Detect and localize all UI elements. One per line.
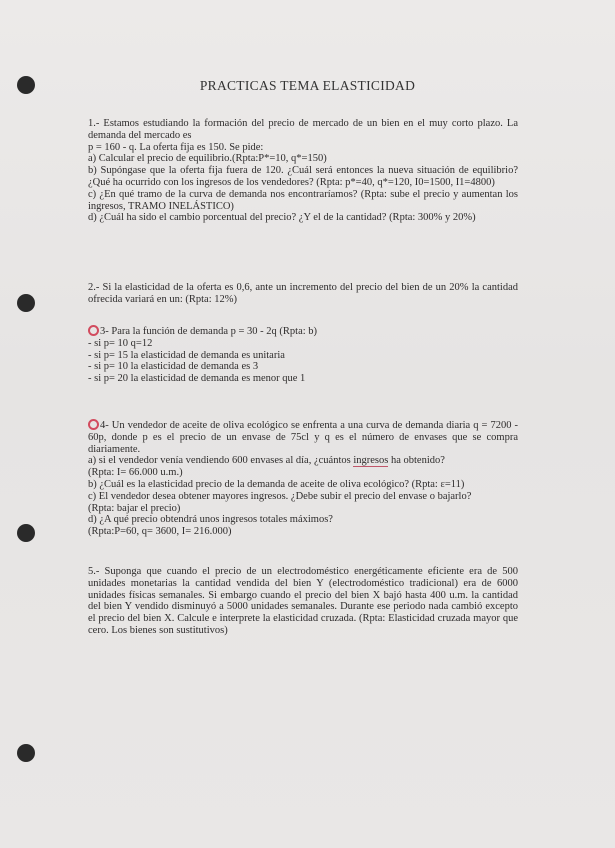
ex3-item-2: - si p= 15 la elasticidad de demanda es unitaria	[88, 349, 285, 361]
ex1-c: c) ¿En qué tramo de la curva de demanda nos encontraríamos? (Rpta: sube el precio y aumentan los ingresos, TRAMO INELÁSTICO)	[88, 188, 518, 212]
exercise-2	[88, 282, 518, 306]
ex4-d: d) ¿A qué precio obtendrá unos ingresos totales máximos?	[88, 514, 333, 526]
binder-hole-3	[17, 524, 35, 542]
ex3-heading-text: - Para la función de demanda p = 30 - 2q (Rpta: b)	[105, 326, 318, 337]
ex3-item-4: - si p= 20 la elasticidad de demanda es menor que 1	[88, 373, 306, 385]
ex1-a: a) Calcular el precio de equilibrio.(Rpta:P*=10, q*=150)	[88, 153, 327, 165]
ex3-heading	[88, 325, 518, 338]
ex2-text: 2.- Si la elasticidad de la oferta es 0,6, ante un incremento del precio del bien de un 20% la cantidad ofrecida variará en un: (Rpta: 12%)	[88, 282, 518, 305]
ex4-a-underlined-word: ingresos	[353, 455, 389, 467]
circled-number-4	[88, 419, 99, 430]
ex4-a-answer: (Rpta: I= 66.000 u.m.)	[88, 467, 183, 479]
ex4-c: c) El vendedor desea obtener mayores ingresos. ¿Debe subir el precio del envase o bajarlo?	[88, 490, 472, 502]
ex4-d-answer: (Rpta:P=60, q= 3600, I= 216.000)	[88, 526, 232, 538]
ex3-item-1: - si p= 10 q=12	[88, 337, 153, 349]
exercise-4	[88, 419, 518, 538]
page-title: PRACTICAS TEMA ELASTICIDAD	[199, 78, 416, 93]
ex4-c-answer: (Rpta: bajar el precio)	[88, 502, 181, 514]
circled-number-3	[88, 325, 99, 336]
ex4-number: 4	[100, 420, 106, 431]
ex1-intro: 1.- Estamos estudiando la formación del precio de mercado de un bien en el muy corto plazo. La demanda del mercado es	[88, 118, 518, 141]
ex1-demand: p = 160 - q. La oferta fija es 150. Se pide:	[88, 141, 264, 153]
ex4-intro	[88, 419, 518, 455]
ex5-text: 5.- Suponga que cuando el precio de un electrodoméstico energéticamente eficiente era de 500 unidades monetarias la cantidad vendida del bien Y (electrodoméstico tradicional) era de 6000 unidades físicas semanales. Si embargo cuando el precio del bien X bajó hasta 400 u.m. la cantidad del bien Y vendido disminuyó a 5000 unidades semanales. Durante ese periodo nada cambió excepto el precio del bien X. Calcule e interprete la elasticidad cruzada. (Rpta: Elasticidad cruzada mayor que cero. Los bienes son sustitutivos)	[88, 566, 518, 636]
binder-hole-4	[17, 744, 35, 762]
ex4-b: b) ¿Cuál es la elasticidad precio de la demanda de aceite de oliva ecológico? (Rpta: ε=11)	[88, 478, 465, 490]
ex3-number: 3	[100, 326, 106, 337]
exercise-5	[88, 566, 518, 637]
ex4-intro-text: - Un vendedor de aceite de oliva ecológico se enfrenta a una curva de demanda diaria q = 7200 - 60p, donde p es el precio de un envase de 75cl y q es el número de envases que se compra diariamente.	[88, 420, 518, 455]
ex4-a-post: ha obtenido?	[388, 455, 445, 467]
ex4-a-pre: a) si el vendedor venía vendiendo 600 envases al día, ¿cuántos	[88, 455, 354, 467]
ex4-a	[88, 455, 518, 467]
ex1-d: d) ¿Cuál ha sido el cambio porcentual del precio? ¿Y el de la cantidad? (Rpta: 300% y 20%)	[88, 212, 476, 224]
ex1-b: b) Supóngase que la oferta fija fuera de 120. ¿Cuál será entonces la nueva situación de equilibrio? ¿Qué ha ocurrido con los ingresos de los vendedores? (Rpta: p*=40, q*=120, I0=1500, I1=4800)	[88, 165, 518, 188]
exercise-1	[88, 118, 518, 224]
ex3-item-3: - si p= 10 la elasticidad de demanda es 3	[88, 361, 259, 373]
binder-hole-2	[17, 294, 35, 312]
exercise-3	[88, 325, 518, 385]
